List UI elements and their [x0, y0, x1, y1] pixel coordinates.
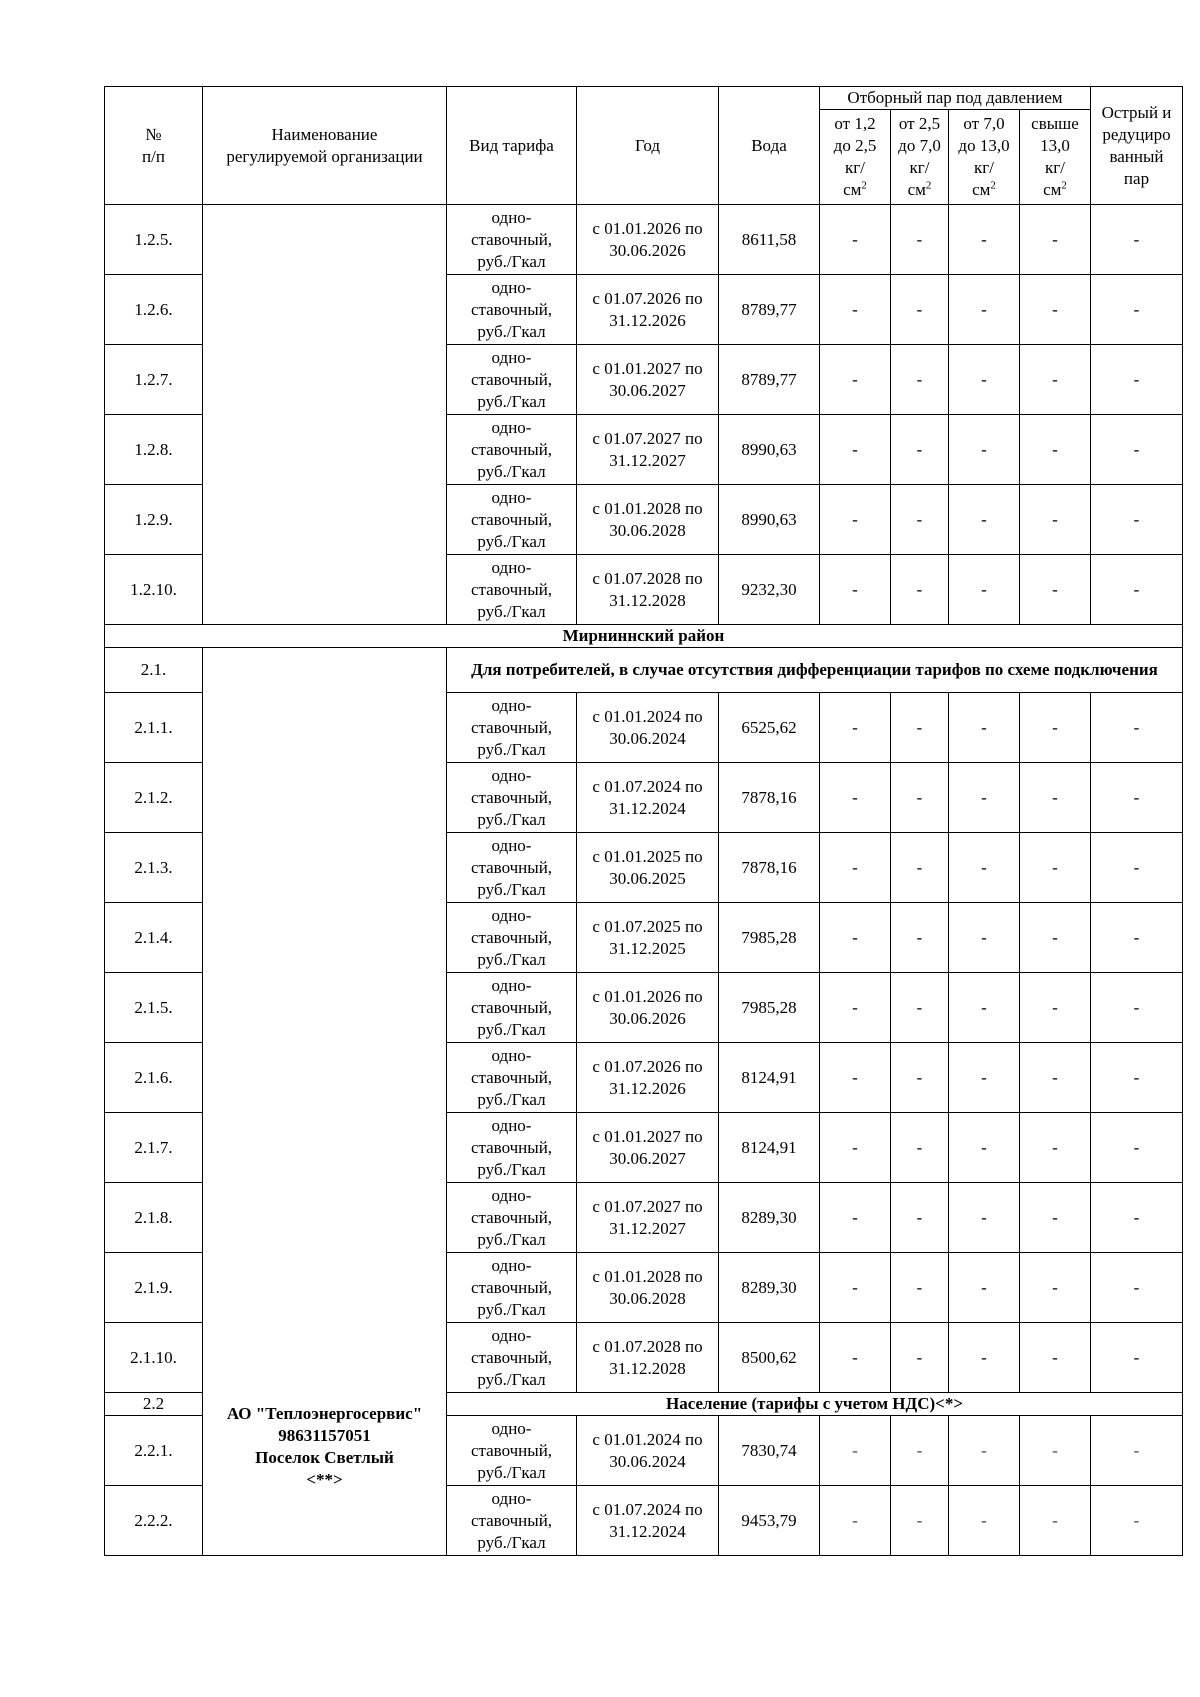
tariff-type-cell: одно- ставочный, руб./Гкал: [447, 1253, 577, 1323]
section-title: Население (тарифы с учетом НДС)<*>: [447, 1393, 1183, 1416]
empty-value-dash: -: [949, 973, 1020, 1043]
tariff-type-cell: одно- ставочный, руб./Гкал: [447, 763, 577, 833]
water-tariff-value: 7985,28: [719, 973, 820, 1043]
empty-value-dash: -: [891, 763, 949, 833]
row-number: 2.1.8.: [105, 1183, 203, 1253]
empty-value-dash: -: [820, 415, 891, 485]
row-number: 2.1.9.: [105, 1253, 203, 1323]
org-cell-blank: [203, 205, 447, 625]
row-number: 2.2.2.: [105, 1486, 203, 1556]
tariff-type-cell: одно- ставочный, руб./Гкал: [447, 973, 577, 1043]
empty-value-dash: -: [820, 555, 891, 625]
period-cell: с 01.01.2024 по 30.06.2024: [577, 693, 719, 763]
empty-value-dash: -: [891, 833, 949, 903]
header-sharp-steam: Острый и редуциро ванный пар: [1091, 87, 1183, 205]
water-tariff-value: 8789,77: [719, 345, 820, 415]
empty-value-dash: -: [891, 1043, 949, 1113]
empty-value-dash: -: [1020, 1486, 1091, 1556]
empty-value-dash: -: [1020, 973, 1091, 1043]
empty-value-dash: -: [949, 1183, 1020, 1253]
empty-value-dash: -: [1091, 1486, 1183, 1556]
period-cell: с 01.01.2024 по 30.06.2024: [577, 1416, 719, 1486]
empty-value-dash: -: [1091, 1253, 1183, 1323]
empty-value-dash: -: [1091, 1113, 1183, 1183]
empty-value-dash: -: [1020, 345, 1091, 415]
empty-value-dash: -: [1091, 555, 1183, 625]
empty-value-dash: -: [820, 1416, 891, 1486]
row-number: 2.2.1.: [105, 1416, 203, 1486]
section-title: Для потребителей, в случае отсутствия дифференциации тарифов по схеме подключения: [447, 648, 1183, 693]
header-steam-1: от 1,2 до 2,5 кг/ $см^2$: [820, 110, 891, 205]
tariff-type-cell: одно- ставочный, руб./Гкал: [447, 1113, 577, 1183]
document-page: [104, 86, 1183, 1556]
row-number: 1.2.7.: [105, 345, 203, 415]
empty-value-dash: -: [1020, 903, 1091, 973]
tariff-type-cell: одно- ставочный, руб./Гкал: [447, 693, 577, 763]
empty-value-dash: -: [1020, 1416, 1091, 1486]
header-year: Год: [577, 87, 719, 205]
empty-value-dash: -: [820, 1113, 891, 1183]
empty-value-dash: -: [1091, 1416, 1183, 1486]
empty-value-dash: -: [1020, 763, 1091, 833]
empty-value-dash: -: [1020, 485, 1091, 555]
empty-value-dash: -: [891, 1486, 949, 1556]
empty-value-dash: -: [1020, 555, 1091, 625]
section-row: [105, 648, 1183, 693]
period-cell: с 01.07.2028 по 31.12.2028: [577, 1323, 719, 1393]
empty-value-dash: -: [1091, 345, 1183, 415]
water-tariff-value: 8789,77: [719, 275, 820, 345]
empty-value-dash: -: [1020, 1043, 1091, 1113]
tariff-type-cell: одно- ставочный, руб./Гкал: [447, 205, 577, 275]
empty-value-dash: -: [1091, 485, 1183, 555]
empty-value-dash: -: [949, 205, 1020, 275]
empty-value-dash: -: [949, 833, 1020, 903]
empty-value-dash: -: [1091, 1043, 1183, 1113]
header-steam-2: от 2,5 до 7,0 кг/ $см^2$: [891, 110, 949, 205]
period-cell: с 01.07.2024 по 31.12.2024: [577, 1486, 719, 1556]
period-cell: с 01.01.2025 по 30.06.2025: [577, 833, 719, 903]
empty-value-dash: -: [820, 903, 891, 973]
empty-value-dash: -: [891, 1253, 949, 1323]
empty-value-dash: -: [1091, 833, 1183, 903]
empty-value-dash: -: [1091, 973, 1183, 1043]
empty-value-dash: -: [949, 275, 1020, 345]
district-title: Мирниннский район: [105, 625, 1183, 648]
row-number: 2.1.4.: [105, 903, 203, 973]
empty-value-dash: -: [1020, 693, 1091, 763]
tariff-type-cell: одно- ставочный, руб./Гкал: [447, 485, 577, 555]
empty-value-dash: -: [1020, 833, 1091, 903]
empty-value-dash: -: [1020, 1253, 1091, 1323]
empty-value-dash: -: [1020, 205, 1091, 275]
empty-value-dash: -: [949, 1486, 1020, 1556]
period-cell: с 01.07.2024 по 31.12.2024: [577, 763, 719, 833]
empty-value-dash: -: [949, 555, 1020, 625]
water-tariff-value: 8124,91: [719, 1113, 820, 1183]
empty-value-dash: -: [949, 1416, 1020, 1486]
empty-value-dash: -: [949, 345, 1020, 415]
tariff-type-cell: одно- ставочный, руб./Гкал: [447, 275, 577, 345]
header-steam-group: Отборный пар под давлением: [820, 87, 1091, 110]
water-tariff-value: 8289,30: [719, 1183, 820, 1253]
empty-value-dash: -: [949, 1323, 1020, 1393]
empty-value-dash: -: [1020, 1323, 1091, 1393]
row-number: 2.1.5.: [105, 973, 203, 1043]
period-cell: с 01.07.2028 по 31.12.2028: [577, 555, 719, 625]
empty-value-dash: -: [820, 275, 891, 345]
row-number: 1.2.8.: [105, 415, 203, 485]
table-row: [105, 205, 1183, 275]
empty-value-dash: -: [820, 345, 891, 415]
water-tariff-value: 9232,30: [719, 555, 820, 625]
empty-value-dash: -: [891, 555, 949, 625]
tariff-type-cell: одно- ставочный, руб./Гкал: [447, 555, 577, 625]
water-tariff-value: 8289,30: [719, 1253, 820, 1323]
tariff-type-cell: одно- ставочный, руб./Гкал: [447, 1043, 577, 1113]
empty-value-dash: -: [820, 1323, 891, 1393]
empty-value-dash: -: [1091, 1183, 1183, 1253]
empty-value-dash: -: [891, 345, 949, 415]
empty-value-dash: -: [820, 973, 891, 1043]
water-tariff-value: 8990,63: [719, 485, 820, 555]
empty-value-dash: -: [820, 485, 891, 555]
empty-value-dash: -: [1091, 205, 1183, 275]
tariff-type-cell: одно- ставочный, руб./Гкал: [447, 833, 577, 903]
empty-value-dash: -: [1091, 903, 1183, 973]
empty-value-dash: -: [949, 693, 1020, 763]
district-row: [105, 625, 1183, 648]
empty-value-dash: -: [891, 1416, 949, 1486]
period-cell: с 01.07.2027 по 31.12.2027: [577, 415, 719, 485]
tariff-type-cell: одно- ставочный, руб./Гкал: [447, 415, 577, 485]
empty-value-dash: -: [891, 205, 949, 275]
row-number: 1.2.10.: [105, 555, 203, 625]
water-tariff-value: 7878,16: [719, 833, 820, 903]
header-steam-3: от 7,0 до 13,0 кг/ $см^2$: [949, 110, 1020, 205]
period-cell: с 01.07.2026 по 31.12.2026: [577, 1043, 719, 1113]
row-number: 2.1.2.: [105, 763, 203, 833]
tariff-type-cell: одно- ставочный, руб./Гкал: [447, 1323, 577, 1393]
header-org: Наименование регулируемой организации: [203, 87, 447, 205]
row-number: 1.2.9.: [105, 485, 203, 555]
period-cell: с 01.07.2025 по 31.12.2025: [577, 903, 719, 973]
row-number: 2.1.6.: [105, 1043, 203, 1113]
period-cell: с 01.07.2026 по 31.12.2026: [577, 275, 719, 345]
empty-value-dash: -: [820, 1183, 891, 1253]
period-cell: с 01.01.2027 по 30.06.2027: [577, 345, 719, 415]
section-number: 2.1.: [105, 648, 203, 693]
empty-value-dash: -: [891, 1183, 949, 1253]
empty-value-dash: -: [891, 1113, 949, 1183]
empty-value-dash: -: [1091, 1323, 1183, 1393]
tariff-type-cell: одно- ставочный, руб./Гкал: [447, 1183, 577, 1253]
water-tariff-value: 8611,58: [719, 205, 820, 275]
period-cell: с 01.01.2027 по 30.06.2027: [577, 1113, 719, 1183]
empty-value-dash: -: [891, 1323, 949, 1393]
tariff-type-cell: одно- ставочный, руб./Гкал: [447, 903, 577, 973]
empty-value-dash: -: [820, 1043, 891, 1113]
water-tariff-value: 8500,62: [719, 1323, 820, 1393]
water-tariff-value: 8990,63: [719, 415, 820, 485]
water-tariff-value: 7878,16: [719, 763, 820, 833]
tariff-type-cell: одно- ставочный, руб./Гкал: [447, 1416, 577, 1486]
row-number: 2.1.1.: [105, 693, 203, 763]
empty-value-dash: -: [820, 833, 891, 903]
empty-value-dash: -: [1091, 415, 1183, 485]
empty-value-dash: -: [1091, 763, 1183, 833]
empty-value-dash: -: [891, 693, 949, 763]
water-tariff-value: 7985,28: [719, 903, 820, 973]
organization-info: АО "Теплоэнергосервис" 98631157051 Поселок Светлый <**>: [226, 1404, 423, 1489]
row-number: 2.1.3.: [105, 833, 203, 903]
empty-value-dash: -: [1020, 1183, 1091, 1253]
header-steam-4: свыше 13,0 кг/ $см^2$: [1020, 110, 1091, 205]
row-number: 2.1.7.: [105, 1113, 203, 1183]
empty-value-dash: -: [891, 903, 949, 973]
empty-value-dash: -: [949, 903, 1020, 973]
empty-value-dash: -: [820, 205, 891, 275]
empty-value-dash: -: [891, 275, 949, 345]
empty-value-dash: -: [1020, 1113, 1091, 1183]
empty-value-dash: -: [891, 973, 949, 1043]
water-tariff-value: 8124,91: [719, 1043, 820, 1113]
empty-value-dash: -: [1091, 693, 1183, 763]
section-number: 2.2: [105, 1393, 203, 1416]
organization-cell: [203, 648, 447, 1556]
empty-value-dash: -: [949, 1113, 1020, 1183]
row-number: 1.2.6.: [105, 275, 203, 345]
water-tariff-value: 9453,79: [719, 1486, 820, 1556]
period-cell: с 01.01.2028 по 30.06.2028: [577, 1253, 719, 1323]
tariff-table: [104, 86, 1183, 1556]
empty-value-dash: -: [820, 763, 891, 833]
tariff-type-cell: одно- ставочный, руб./Гкал: [447, 1486, 577, 1556]
empty-value-dash: -: [949, 415, 1020, 485]
water-tariff-value: 6525,62: [719, 693, 820, 763]
empty-value-dash: -: [949, 1253, 1020, 1323]
header-num: № п/п: [105, 87, 203, 205]
empty-value-dash: -: [1020, 275, 1091, 345]
empty-value-dash: -: [820, 693, 891, 763]
row-number: 1.2.5.: [105, 205, 203, 275]
empty-value-dash: -: [891, 415, 949, 485]
empty-value-dash: -: [949, 1043, 1020, 1113]
header-tariff-type: Вид тарифа: [447, 87, 577, 205]
header-water: Вода: [719, 87, 820, 205]
row-number: 2.1.10.: [105, 1323, 203, 1393]
period-cell: с 01.01.2026 по 30.06.2026: [577, 205, 719, 275]
period-cell: с 01.07.2027 по 31.12.2027: [577, 1183, 719, 1253]
period-cell: с 01.01.2026 по 30.06.2026: [577, 973, 719, 1043]
header-row: [105, 87, 1183, 110]
empty-value-dash: -: [949, 485, 1020, 555]
empty-value-dash: -: [1091, 275, 1183, 345]
period-cell: с 01.01.2028 по 30.06.2028: [577, 485, 719, 555]
water-tariff-value: 7830,74: [719, 1416, 820, 1486]
empty-value-dash: -: [1020, 415, 1091, 485]
empty-value-dash: -: [820, 1253, 891, 1323]
empty-value-dash: -: [949, 763, 1020, 833]
empty-value-dash: -: [820, 1486, 891, 1556]
empty-value-dash: -: [891, 485, 949, 555]
tariff-type-cell: одно- ставочный, руб./Гкал: [447, 345, 577, 415]
